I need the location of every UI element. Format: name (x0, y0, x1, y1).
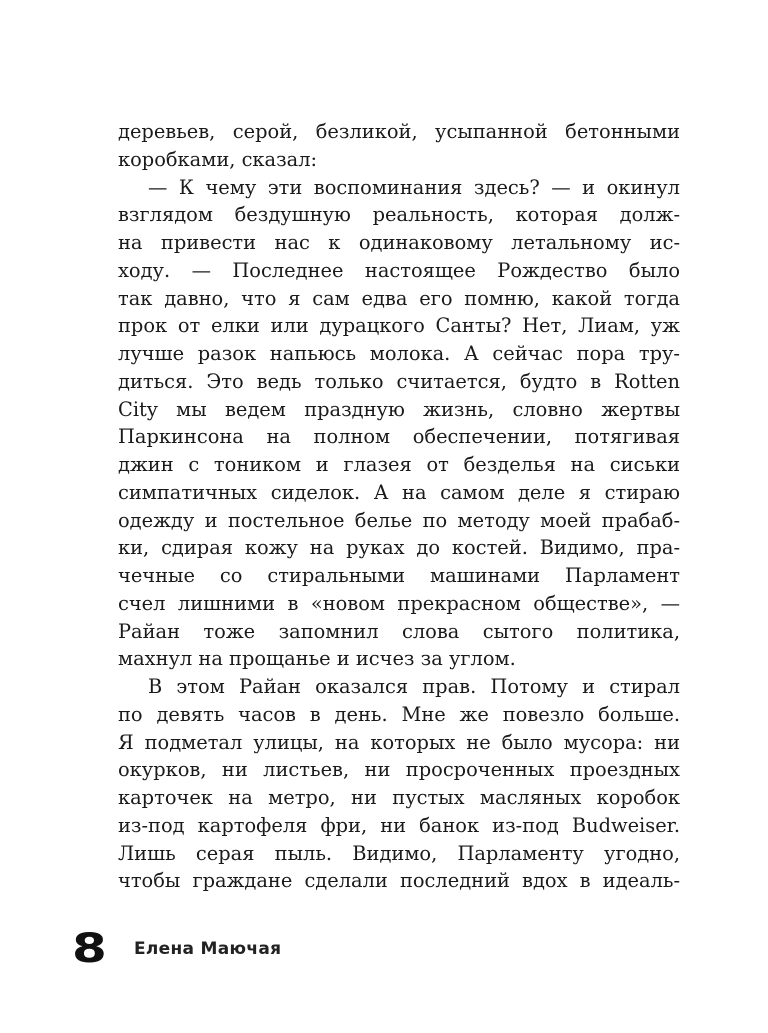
text-line: джин с тоником и глазея от безделья на сиськи (118, 453, 680, 476)
text-line: деревьев, серой, безликой, усыпанной бетонными (118, 120, 680, 143)
text-line: диться. Это ведь только считается, будто в Rotten (118, 369, 680, 393)
text-line: так давно, что я сам едва его помню, какой тогда (118, 286, 680, 310)
text-line: — К чему эти воспоминания здесь? — и окинул (148, 175, 680, 199)
running-head-author: Елена Маючая (134, 939, 282, 959)
text-line: ки, сдирая кожу на руках до костей. Видимо, пра- (118, 536, 680, 560)
body-text (118, 118, 680, 895)
text-line: махнул на прощанье и исчез за углом. (118, 647, 516, 671)
text-line: из-под картофеля фри, ни банок из-под Budweiser. (118, 813, 680, 837)
text-line: на привести нас к одинаковому летальному ис- (118, 231, 680, 254)
text-line: одежду и постельное белье по методу моей прабаб- (118, 508, 680, 532)
page-number: 8 (72, 926, 107, 972)
text-line: счел лишними в «новом прекрасном обществе», — (118, 591, 680, 615)
text-line: чечные со стиральными машинами Парламент (118, 564, 680, 587)
text-line: Лишь серая пыль. Видимо, Парламенту угодно, (118, 841, 680, 865)
text-line: лучше разок напьюсь молока. А сейчас пора тру- (118, 342, 680, 365)
text-line: Райан тоже запомнил слова сытого политика, (118, 619, 680, 643)
text-line: ходу. — Последнее настоящее Рождество было (118, 258, 680, 282)
text-line: Паркинсона на полном обеспечении, потягивая (118, 425, 680, 449)
text-line: прок от елки или дурацкого Санты? Нет, Лиам, уж (118, 314, 680, 338)
text-line: коробками, сказал: (118, 147, 318, 171)
page-footer (72, 926, 282, 972)
text-line: симпатичных сиделок. А на самом деле я стираю (118, 480, 680, 504)
text-line: карточек на метро, ни пустых масляных коробок (118, 786, 680, 809)
text-line: чтобы граждане сделали последний вдох в идеаль- (118, 869, 680, 893)
text-line: В этом Райан оказался прав. Потому и стирал (148, 675, 680, 698)
text-line: Я подметал улицы, на которых не было мусора: ни (118, 730, 680, 754)
text-line: окурков, ни листьев, ни просроченных проездных (118, 758, 680, 782)
text-line: взглядом бездушную реальность, которая долж- (118, 203, 680, 227)
text-line: по девять часов в день. Мне же повезло больше. (118, 702, 680, 726)
text-line: City мы ведем праздную жизнь, словно жертвы (118, 397, 680, 421)
